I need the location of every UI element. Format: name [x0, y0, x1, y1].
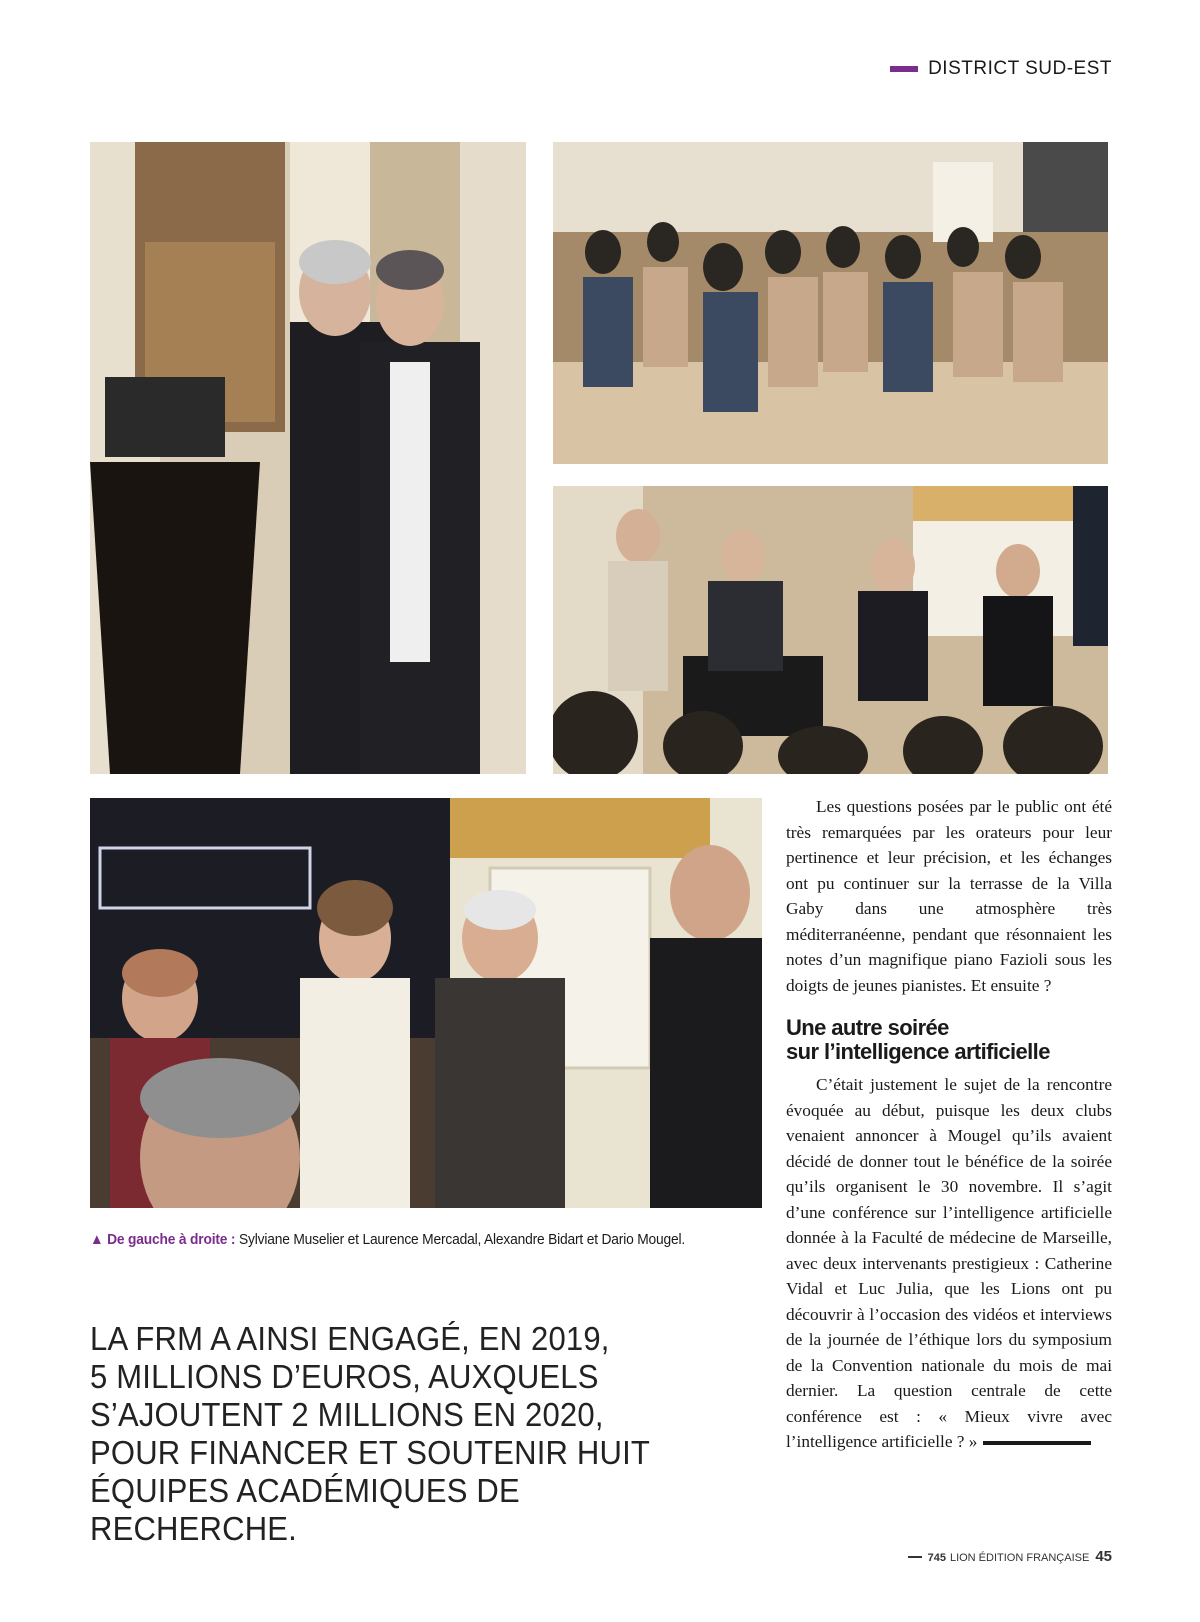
section-accent-bar	[890, 66, 918, 72]
photo-audience-seated	[553, 142, 1108, 464]
article-paragraph	[786, 1072, 1112, 1455]
pull-quote-line: LA FRM A AINSI ENGAGÉ, EN 2019,	[90, 1320, 610, 1357]
article-paragraph-text: C’était justement le sujet de la rencontre évoquée au début, puisque les deux clubs venaient annoncer à Mougel qu’ils avaient décidé de donner tout le bénéfice de la soirée qu’ils organisent le 30 novembre. Il s’agit d’une conférence sur l’intelligence artificielle donnée à la Faculté de médecine de Marseille, avec deux intervenants prestigieux : Catherine Vidal et Luc Julia, que les Lions ont pu découvrir à l’occasion des vidéos et interviews de la journée de l’éthique lors du symposium de la Convention nationale du mois de mai dernier. La question centrale de cette conférence est : « Mieux vivre avec l’intelligence artificielle ? »	[786, 1075, 1112, 1451]
issue-number: 745	[927, 1552, 946, 1564]
page-number: 45	[1095, 1548, 1112, 1565]
photo-two-speakers-at-lectern	[90, 142, 526, 774]
pull-quote-line: ÉQUIPES ACADÉMIQUES DE RECHERCHE.	[90, 1472, 520, 1547]
caption-text: Sylviane Muselier et Laurence Mercadal, Alexandre Bidart et Dario Mougel.	[235, 1231, 686, 1248]
article-subheading-line: Une autre soirée	[786, 1015, 949, 1040]
magazine-name: LION ÉDITION FRANÇAISE	[949, 1552, 1090, 1564]
section-title: DISTRICT SUD-EST	[928, 58, 1112, 79]
pull-quote-line: POUR FINANCER ET SOUTENIR HUIT	[90, 1434, 651, 1471]
photo-panel-of-speakers	[553, 486, 1108, 774]
page-header	[890, 58, 1112, 80]
page-footer	[908, 1548, 1112, 1565]
photo-four-standing-guests	[90, 798, 762, 1208]
pull-quote	[90, 1320, 729, 1548]
footer-dash	[908, 1556, 922, 1558]
article-paragraph: Les questions posées par le public ont été très remarquées par les orateurs pour leur pertinence et leur précision, et les échanges ont pu continuer sur la terrasse de la Villa Gaby dans une atmosphère très méditerranéenne, pendant que résonnaient les notes d’un magnifique piano Fazioli sous les doigts de jeunes pianistes. Et ensuite ?	[786, 797, 1112, 995]
photo-caption	[90, 1228, 697, 1251]
caption-lead: ▲ De gauche à droite :	[90, 1231, 236, 1248]
pull-quote-line: S’AJOUTENT 2 MILLIONS EN 2020,	[90, 1396, 604, 1433]
article-subheading	[786, 1016, 1112, 1064]
pull-quote-line: 5 MILLIONS D’EUROS, AUXQUELS	[90, 1358, 599, 1395]
end-mark	[983, 1441, 1091, 1445]
article-subheading-line: sur l’intelligence artificielle	[786, 1039, 1050, 1064]
article-column	[786, 794, 1112, 1455]
